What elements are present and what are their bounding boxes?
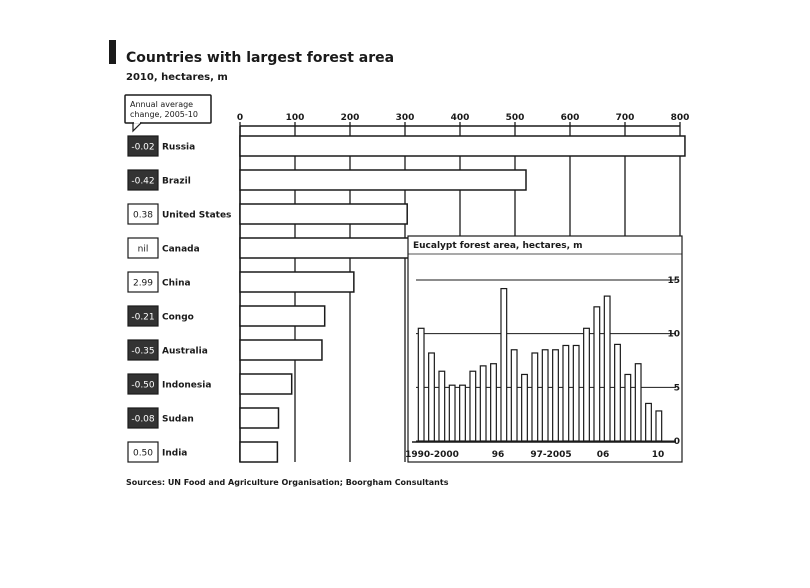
annual-change-value: -0.08	[131, 414, 155, 425]
main-bar	[240, 136, 685, 156]
category-label: Brazil	[162, 176, 191, 187]
inset-y-tick-label: 0	[673, 437, 680, 447]
inset-bar	[439, 371, 445, 441]
inset-bar	[449, 385, 455, 441]
title-accent-bar	[109, 40, 116, 64]
category-label: Australia	[162, 346, 208, 357]
inset-x-tick-label: 10	[651, 450, 665, 460]
chart-title: Countries with largest forest area	[126, 50, 395, 66]
inset-x-tick-label: 1990-2000	[405, 450, 459, 460]
inset-bar	[460, 385, 466, 441]
main-category-rows	[128, 136, 231, 462]
inset-bar	[594, 307, 600, 441]
inset-bar	[615, 344, 621, 441]
inset-bar	[418, 328, 424, 441]
main-tick-label: 0	[236, 113, 244, 123]
inset-bar	[553, 350, 559, 441]
main-bar	[240, 204, 407, 224]
annual-change-value: -0.35	[131, 346, 155, 357]
main-bar	[240, 170, 526, 190]
main-bar	[240, 272, 354, 292]
inset-y-tick-label: 15	[667, 276, 680, 286]
main-tick-label: 400	[450, 113, 470, 123]
annual-change-note-line: Annual average	[130, 100, 194, 109]
inset-title: Eucalypt forest area, hectares, m	[413, 241, 583, 251]
main-tick-label: 300	[395, 113, 415, 123]
inset-y-tick-label: 5	[673, 383, 680, 394]
main-tick-label: 500	[505, 113, 525, 123]
inset-bar	[625, 374, 631, 441]
annual-change-note-line: change, 2005-10	[130, 110, 198, 119]
main-bar	[240, 442, 277, 462]
inset-bar	[646, 403, 652, 441]
main-bar	[240, 340, 322, 360]
category-label: Indonesia	[162, 380, 212, 391]
inset-bar	[522, 374, 528, 441]
chart-subtitle: 2010, hectares, m	[126, 72, 228, 83]
category-label: China	[162, 278, 191, 289]
annual-change-value: nil	[137, 244, 149, 255]
annual-change-value: -0.21	[131, 312, 155, 323]
annual-change-callout	[125, 95, 211, 131]
inset-bar	[532, 353, 538, 441]
inset-bar	[563, 345, 569, 441]
inset-bar	[584, 328, 590, 441]
main-bar	[240, 408, 279, 428]
annual-change-value: 2.99	[132, 278, 154, 289]
inset-bar	[511, 350, 517, 441]
inset-bar	[604, 296, 610, 441]
inset-x-tick-label: 96	[491, 450, 505, 460]
main-bar	[240, 374, 292, 394]
annual-change-note	[130, 100, 198, 119]
inset-x-tick-label: 06	[596, 450, 610, 460]
inset-bar	[480, 366, 486, 441]
inset-x-tick-label: 97-2005	[530, 450, 572, 460]
category-label: Sudan	[162, 414, 194, 425]
category-label: Canada	[162, 244, 200, 255]
category-label: India	[162, 448, 188, 459]
inset-bar	[656, 411, 662, 441]
category-label: Congo	[162, 312, 194, 323]
main-bar	[240, 238, 411, 258]
inset-bar	[501, 289, 507, 441]
main-tick-label: 800	[670, 113, 690, 123]
category-label: United States	[162, 210, 232, 221]
inset-y-tick-label: 10	[667, 329, 680, 340]
category-label: Russia	[162, 142, 196, 153]
annual-change-value: 0.50	[132, 448, 154, 459]
main-bar	[240, 306, 325, 326]
main-tick-label: 200	[340, 113, 360, 123]
inset-bar	[491, 364, 497, 441]
main-tick-label: 100	[285, 113, 305, 123]
annual-change-value: -0.42	[131, 176, 155, 187]
inset-bar	[573, 345, 579, 441]
inset-bar	[542, 350, 548, 441]
annual-change-value: -0.50	[131, 380, 155, 391]
main-tick-label: 700	[615, 113, 635, 123]
main-tick-label: 600	[560, 113, 580, 123]
annual-change-value: -0.02	[131, 142, 155, 153]
inset-bar	[470, 371, 476, 441]
source-note: Sources: UN Food and Agriculture Organisation; Boorgham Consultants	[126, 478, 449, 487]
annual-change-value: 0.38	[132, 210, 154, 221]
inset-chart	[405, 236, 682, 462]
inset-bar	[635, 364, 641, 441]
inset-bar	[429, 353, 435, 441]
